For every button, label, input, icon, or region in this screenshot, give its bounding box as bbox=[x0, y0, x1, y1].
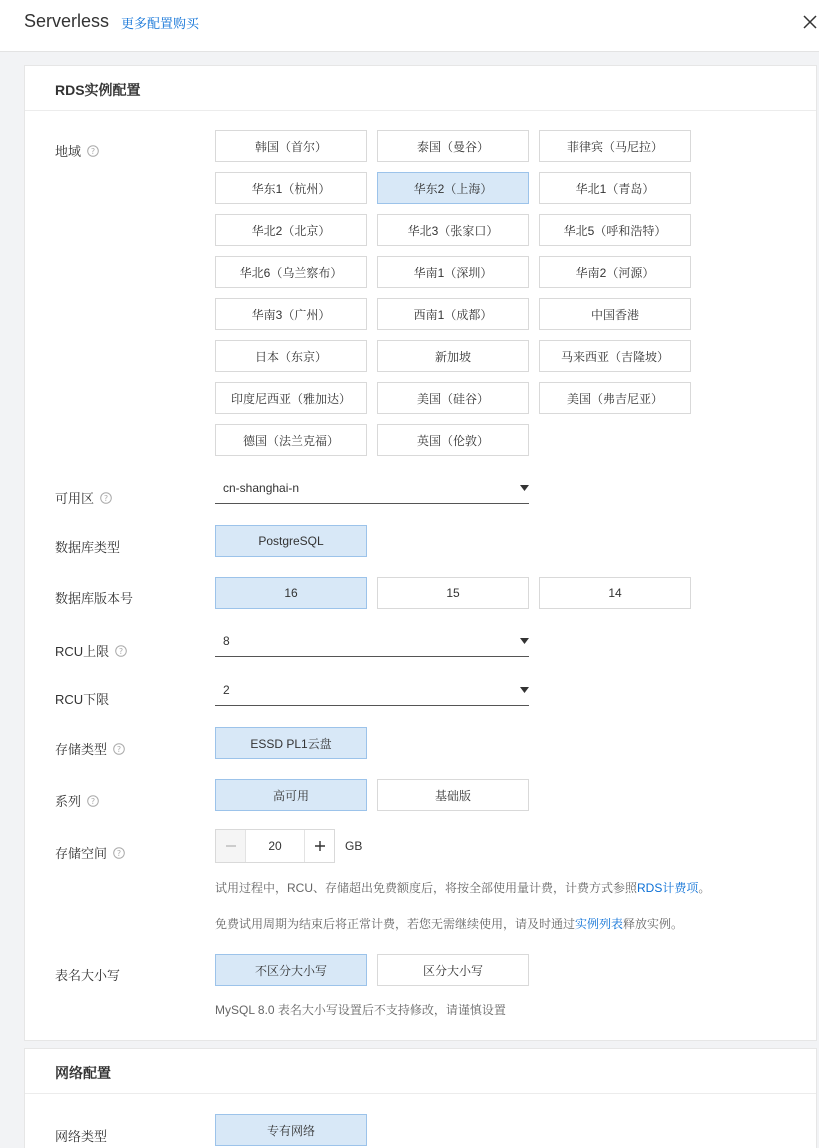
help-circle-icon[interactable] bbox=[87, 145, 99, 157]
storage-decrement-button[interactable] bbox=[216, 830, 246, 862]
rcu-max-value: 8 bbox=[223, 634, 230, 648]
region-option[interactable]: 马来西亚（吉隆坡） bbox=[539, 340, 691, 372]
region-option[interactable]: 美国（弗吉尼亚） bbox=[539, 382, 691, 414]
svg-text:?: ? bbox=[116, 848, 122, 858]
network-config-card bbox=[24, 1048, 817, 1148]
series-option-high-availability[interactable]: 高可用 bbox=[215, 779, 367, 811]
series-label bbox=[55, 791, 99, 810]
region-option[interactable]: 华东2（上海） bbox=[377, 172, 529, 204]
svg-text:?: ? bbox=[103, 493, 109, 503]
db-type-label bbox=[55, 537, 120, 556]
db-version-option-15[interactable]: 15 bbox=[377, 577, 529, 609]
zone-label-text: 可用区 bbox=[55, 491, 95, 506]
dialog-header bbox=[0, 0, 819, 52]
minus-icon bbox=[225, 840, 237, 852]
caret-down-icon bbox=[520, 638, 529, 644]
region-option[interactable]: 泰国（曼谷） bbox=[377, 130, 529, 162]
billing-note-text: 试用过程中，RCU、存储超出免费额度后，将按全部使用量计费，计费方式参照 bbox=[215, 881, 638, 895]
svg-text:?: ? bbox=[119, 646, 124, 656]
region-option[interactable]: 华南3（广州） bbox=[215, 298, 367, 330]
region-option[interactable]: 华南1（深圳） bbox=[377, 256, 529, 288]
help-circle-icon[interactable] bbox=[115, 645, 127, 657]
rcu-max-label-text: RCU上限 bbox=[55, 644, 110, 659]
billing-note bbox=[215, 879, 710, 896]
zone-label bbox=[55, 488, 112, 507]
case-option-sensitive[interactable]: 区分大小写 bbox=[377, 954, 529, 986]
storage-unit: GB bbox=[345, 839, 363, 853]
rcu-min-label-text: RCU下限 bbox=[55, 692, 110, 707]
case-sensitivity-label bbox=[55, 965, 120, 984]
zone-select[interactable] bbox=[215, 474, 529, 504]
rcu-min-value: 2 bbox=[223, 683, 230, 697]
rcu-max-select[interactable] bbox=[215, 627, 529, 657]
region-option[interactable]: 华北2（北京） bbox=[215, 214, 367, 246]
storage-type-label-text: 存储类型 bbox=[55, 742, 108, 757]
region-option[interactable]: 英国（伦敦） bbox=[377, 424, 529, 456]
db-version-option-16[interactable]: 16 bbox=[215, 577, 367, 609]
region-option[interactable]: 菲律宾（马尼拉） bbox=[539, 130, 691, 162]
rcu-max-label bbox=[55, 641, 127, 660]
caret-down-icon bbox=[520, 687, 529, 693]
series-option-basic[interactable]: 基础版 bbox=[377, 779, 529, 811]
storage-type-label bbox=[55, 739, 125, 758]
help-circle-icon[interactable] bbox=[113, 743, 125, 755]
trial-note-suffix: 释放实例。 bbox=[623, 917, 684, 931]
plus-icon bbox=[314, 840, 326, 852]
region-option[interactable]: 华北6（乌兰察布） bbox=[215, 256, 367, 288]
db-version-label-text: 数据库版本号 bbox=[55, 591, 134, 606]
db-type-option-postgresql[interactable]: PostgreSQL bbox=[215, 525, 367, 557]
region-option[interactable]: 华北1（青岛） bbox=[539, 172, 691, 204]
storage-label bbox=[55, 843, 125, 862]
storage-increment-button[interactable] bbox=[304, 830, 334, 862]
network-type-option-vpc[interactable]: 专有网络 bbox=[215, 1114, 367, 1146]
db-type-label-text: 数据库类型 bbox=[55, 540, 121, 555]
svg-text:?: ? bbox=[90, 146, 96, 156]
region-option[interactable]: 西南1（成都） bbox=[377, 298, 529, 330]
trial-note-text: 免费试用周期为结束后将正常计费，若您无需继续使用，请及时通过 bbox=[215, 917, 576, 931]
network-section-title: 网络配置 bbox=[25, 1049, 816, 1094]
rds-billing-link[interactable]: RDS计费项 bbox=[637, 881, 699, 895]
storage-label-text: 存储空间 bbox=[55, 846, 108, 861]
region-option[interactable]: 华东1（杭州） bbox=[215, 172, 367, 204]
storage-type-option-essd[interactable]: ESSD PL1云盘 bbox=[215, 727, 367, 759]
zone-value: cn-shanghai-n bbox=[223, 481, 300, 495]
region-option[interactable]: 德国（法兰克福） bbox=[215, 424, 367, 456]
region-label-text: 地域 bbox=[55, 144, 82, 159]
help-circle-icon[interactable] bbox=[87, 795, 99, 807]
case-sensitivity-label-text: 表名大小写 bbox=[55, 968, 121, 983]
storage-input[interactable] bbox=[246, 830, 304, 862]
region-option[interactable]: 印度尼西亚（雅加达） bbox=[215, 382, 367, 414]
region-option[interactable]: 华北5（呼和浩特） bbox=[539, 214, 691, 246]
caret-down-icon bbox=[520, 485, 529, 491]
trial-note bbox=[215, 915, 683, 932]
network-type-label-text: 网络类型 bbox=[55, 1129, 108, 1144]
region-option[interactable]: 美国（硅谷） bbox=[377, 382, 529, 414]
db-version-label bbox=[55, 588, 133, 607]
region-option[interactable]: 华北3（张家口） bbox=[377, 214, 529, 246]
series-label-text: 系列 bbox=[55, 794, 82, 809]
svg-text:?: ? bbox=[116, 744, 122, 754]
rds-config-card bbox=[24, 65, 817, 1041]
dialog-title: Serverless bbox=[24, 11, 110, 31]
svg-text:?: ? bbox=[90, 796, 96, 806]
instance-list-link[interactable]: 实例列表 bbox=[575, 917, 624, 931]
help-circle-icon[interactable] bbox=[100, 492, 112, 504]
region-option[interactable]: 日本（东京） bbox=[215, 340, 367, 372]
region-option[interactable]: 中国香港 bbox=[539, 298, 691, 330]
region-option[interactable]: 华南2（河源） bbox=[539, 256, 691, 288]
rds-section-title: RDS实例配置 bbox=[25, 66, 816, 111]
rcu-min-select[interactable] bbox=[215, 676, 529, 706]
help-circle-icon[interactable] bbox=[113, 847, 125, 859]
more-config-link[interactable]: 更多配置购买 bbox=[121, 16, 200, 31]
billing-note-suffix: 。 bbox=[698, 881, 711, 895]
case-sensitivity-note: MySQL 8.0 表名大小写设置后不支持修改，请谨慎设置 bbox=[215, 1003, 506, 1017]
region-option[interactable]: 韩国（首尔） bbox=[215, 130, 367, 162]
db-version-option-14[interactable]: 14 bbox=[539, 577, 691, 609]
region-option[interactable]: 新加坡 bbox=[377, 340, 529, 372]
close-icon[interactable] bbox=[800, 12, 819, 32]
region-label bbox=[55, 141, 99, 160]
storage-stepper bbox=[215, 829, 335, 863]
rcu-min-label bbox=[55, 689, 109, 708]
network-type-label bbox=[55, 1126, 107, 1145]
case-option-insensitive[interactable]: 不区分大小写 bbox=[215, 954, 367, 986]
